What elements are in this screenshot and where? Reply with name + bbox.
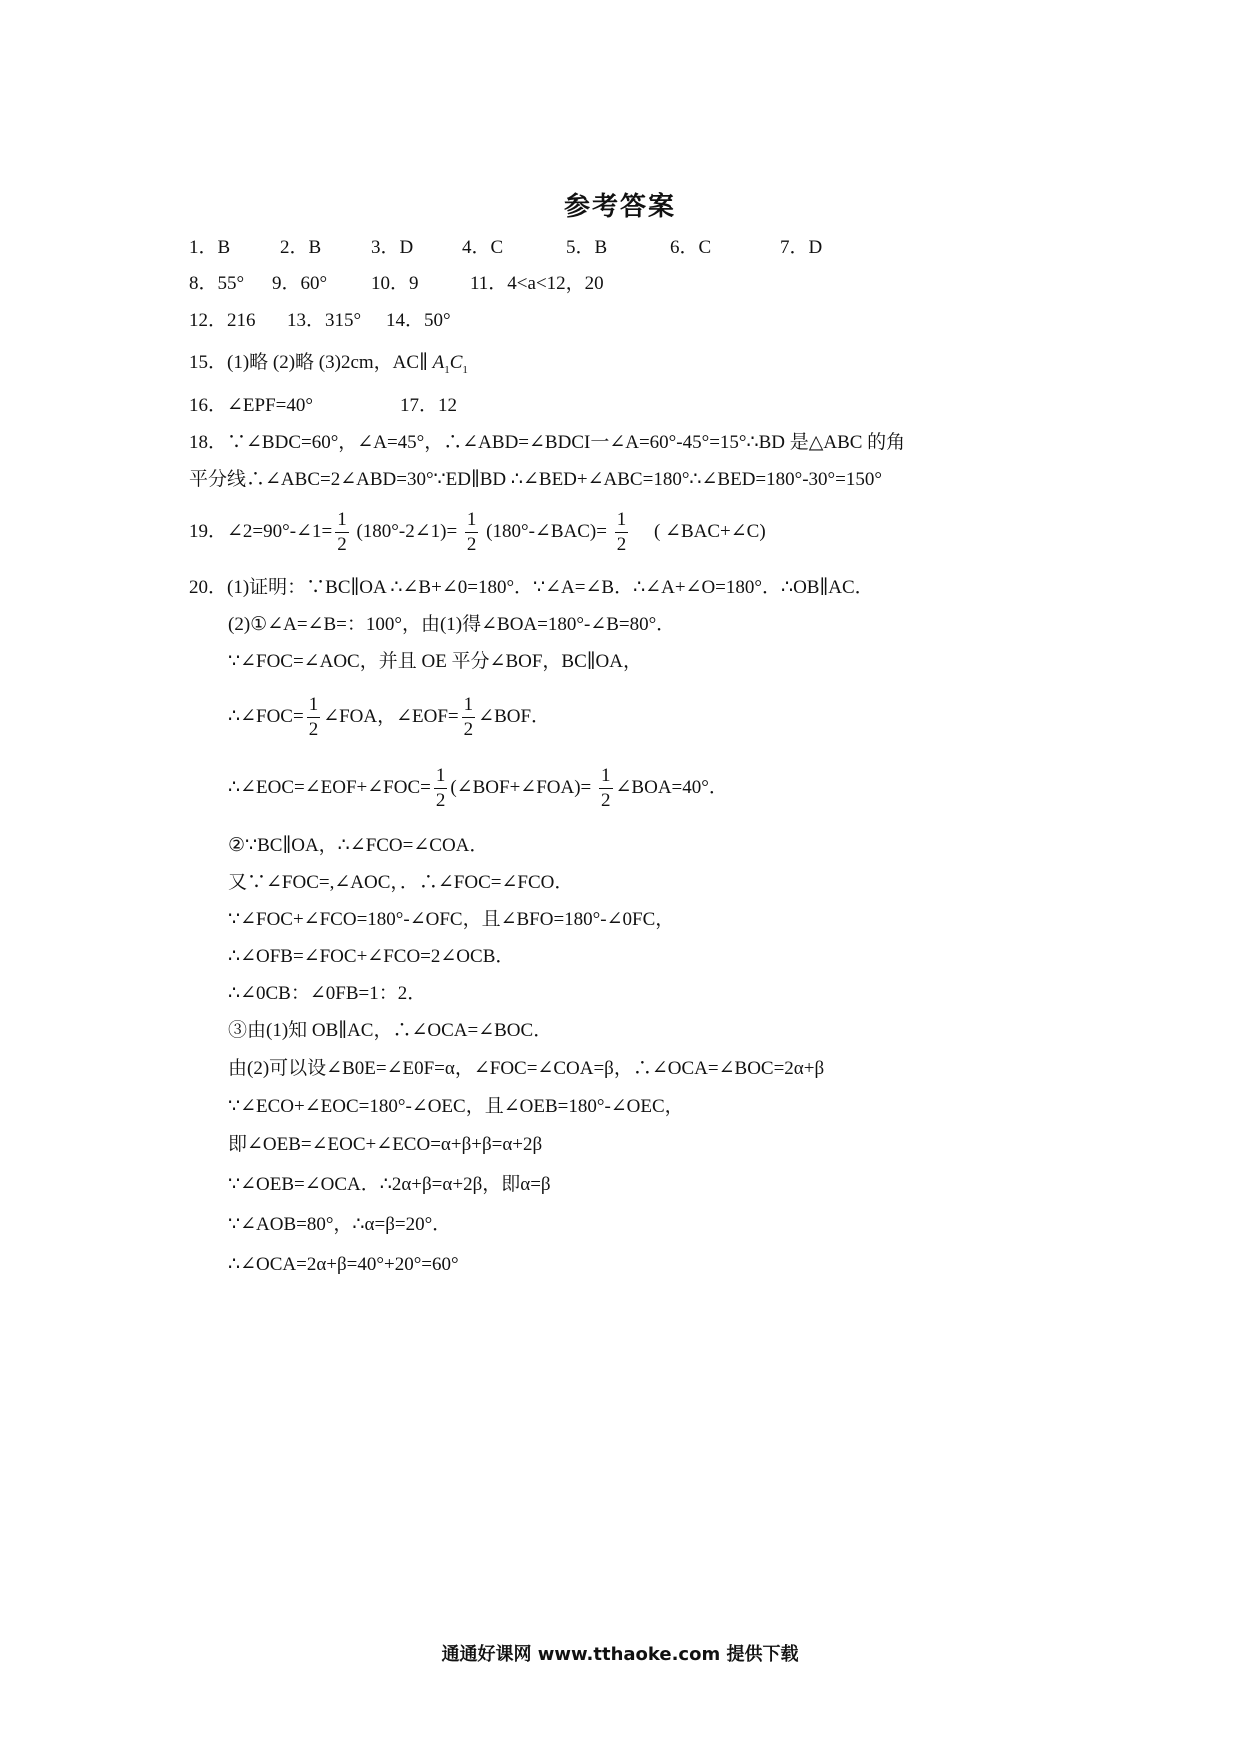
- answer-20-line-2: (2)①∠A=∠B=：100°，由(1)得∠BOA=180°-∠B=80°．: [228, 614, 676, 635]
- answer-20-line-16: ∵∠AOB=80°，∴α=β=20°．: [228, 1214, 452, 1235]
- fraction: [462, 693, 476, 742]
- answer-18-line-1: 18．∵∠BDC=60°，∠A=45°，∴∠ABD=∠BDCI一∠A=60°-45°=15°∴BD 是△ABC 的角: [189, 432, 906, 453]
- fraction: [335, 508, 349, 557]
- answer-15-sub2: 1: [462, 363, 468, 376]
- answer-15-text: 15．(1)略 (2)略 (3)2cm，AC∥: [189, 352, 428, 373]
- answer-20-line-9: ∴∠OFB=∠FOC+∠FCO=2∠OCB．: [228, 946, 515, 967]
- fraction-denominator: 2: [308, 719, 319, 741]
- answer-6: 6．C: [670, 237, 712, 258]
- answer-20-line-5: [228, 764, 728, 813]
- fraction-denominator: 2: [616, 534, 627, 556]
- answer-20-line-5-c: ∠BOA=40°．: [615, 777, 728, 798]
- answer-15: [189, 352, 468, 381]
- page-title: 参考答案: [563, 192, 676, 222]
- answer-15-A: A: [432, 352, 445, 373]
- answer-19-part-2: (180°-2∠1)=: [356, 521, 458, 542]
- answer-20-line-13: ∵∠ECO+∠EOC=180°-∠OEC，且∠OEB=180°-∠OEC，: [228, 1096, 684, 1117]
- answer-20-line-17: ∴∠OCA=2α+β=40°+20°=60°: [228, 1254, 459, 1275]
- fraction-denominator: 2: [463, 719, 474, 741]
- answer-15-sub1: 1: [444, 363, 450, 376]
- answer-17: 17．12: [400, 395, 458, 416]
- fraction: [599, 764, 613, 813]
- fraction-numerator: 1: [462, 693, 476, 718]
- answer-20-line-10: ∴∠0CB：∠0FB=1：2．: [228, 983, 427, 1004]
- answer-13: 13．315°: [287, 310, 362, 331]
- answer-19-part-3: (180°-∠BAC)=: [486, 521, 607, 542]
- answer-20-line-4-b: ∠FOA，∠EOF=: [323, 706, 459, 727]
- answer-20-line-4: [228, 693, 550, 742]
- answer-20-line-3: ∵∠FOC=∠AOC，并且 OE 平分∠BOF，BC∥OA，: [228, 651, 642, 672]
- answer-7: 7．D: [780, 237, 823, 258]
- answer-19-part-1: 19．∠2=90°-∠1=: [189, 521, 333, 542]
- answer-19: [189, 508, 766, 557]
- answer-20-line-11: ③由(1)知 OB∥AC，∴∠OCA=∠BOC．: [228, 1020, 553, 1041]
- answer-4: 4．C: [462, 237, 504, 258]
- footer-download-note: 通通好课网 www.tthaoke.com 提供下载: [441, 1644, 799, 1665]
- answer-20-line-5-a: ∴∠EOC=∠EOF+∠FOC=: [228, 777, 431, 798]
- answer-20-line-15: ∵∠OEB=∠OCA．∴2α+β=α+2β，即α=β: [228, 1174, 551, 1195]
- answer-11: 11．4<a<12，20: [470, 273, 604, 294]
- answer-1: 1．B: [189, 237, 231, 258]
- answer-8: 8．55°: [189, 273, 245, 294]
- answer-14: 14．50°: [386, 310, 451, 331]
- answer-20-line-12: 由(2)可以设∠B0E=∠E0F=α，∠FOC=∠COA=β，∴∠OCA=∠BOC=2α+β: [228, 1058, 825, 1079]
- fraction-numerator: 1: [335, 508, 349, 533]
- answer-20-line-4-c: ∠BOF．: [478, 706, 551, 727]
- fraction: [465, 508, 479, 557]
- fraction: [434, 764, 448, 813]
- answer-15-C: C: [449, 352, 463, 373]
- fraction-numerator: 1: [615, 508, 629, 533]
- answer-20-line-1: 20．(1)证明：∵BC∥OA ∴∠B+∠0=180°．∵∠A=∠B．∴∠A+∠O=180°．∴OB∥AC．: [189, 577, 874, 598]
- fraction-denominator: 2: [435, 790, 446, 812]
- fraction-numerator: 1: [599, 764, 613, 789]
- answer-20-line-4-a: ∴∠FOC=: [228, 706, 304, 727]
- answer-2: 2．B: [280, 237, 322, 258]
- fraction-denominator: 2: [337, 534, 347, 556]
- answer-16: 16．∠EPF=40°: [189, 395, 313, 416]
- answer-5: 5．B: [566, 237, 608, 258]
- fraction-denominator: 2: [601, 790, 611, 812]
- answer-20-line-14: 即∠OEB=∠EOC+∠ECO=α+β+β=α+2β: [228, 1134, 543, 1155]
- answer-20-line-5-b: (∠BOF+∠FOA)=: [450, 777, 592, 798]
- answer-12: 12．216: [189, 310, 256, 331]
- fraction-numerator: 1: [307, 693, 321, 718]
- fraction-numerator: 1: [465, 508, 479, 533]
- fraction-numerator: 1: [434, 764, 448, 789]
- fraction: [307, 693, 321, 742]
- fraction-denominator: 2: [466, 534, 477, 556]
- answer-20-line-6: ②∵BC∥OA，∴∠FCO=∠COA．: [228, 835, 489, 856]
- answer-19-part-4: ( ∠BAC+∠C): [653, 521, 766, 542]
- answer-3: 3．D: [371, 237, 414, 258]
- answer-18-line-2: 平分线∴∠ABC=2∠ABD=30°∵ED∥BD ∴∠BED+∠ABC=180°∴∠BED=180°-30°=150°: [189, 469, 882, 490]
- answer-10: 10．9: [371, 273, 419, 294]
- answer-20-line-7: 又∵∠FOC=,∠AOC，．∴∠FOC=∠FCO．: [228, 872, 574, 893]
- answer-20-line-8: ∵∠FOC+∠FCO=180°-∠OFC，且∠BFO=180°-∠0FC，: [228, 909, 675, 930]
- answer-9: 9．60°: [272, 273, 328, 294]
- fraction: [615, 508, 629, 557]
